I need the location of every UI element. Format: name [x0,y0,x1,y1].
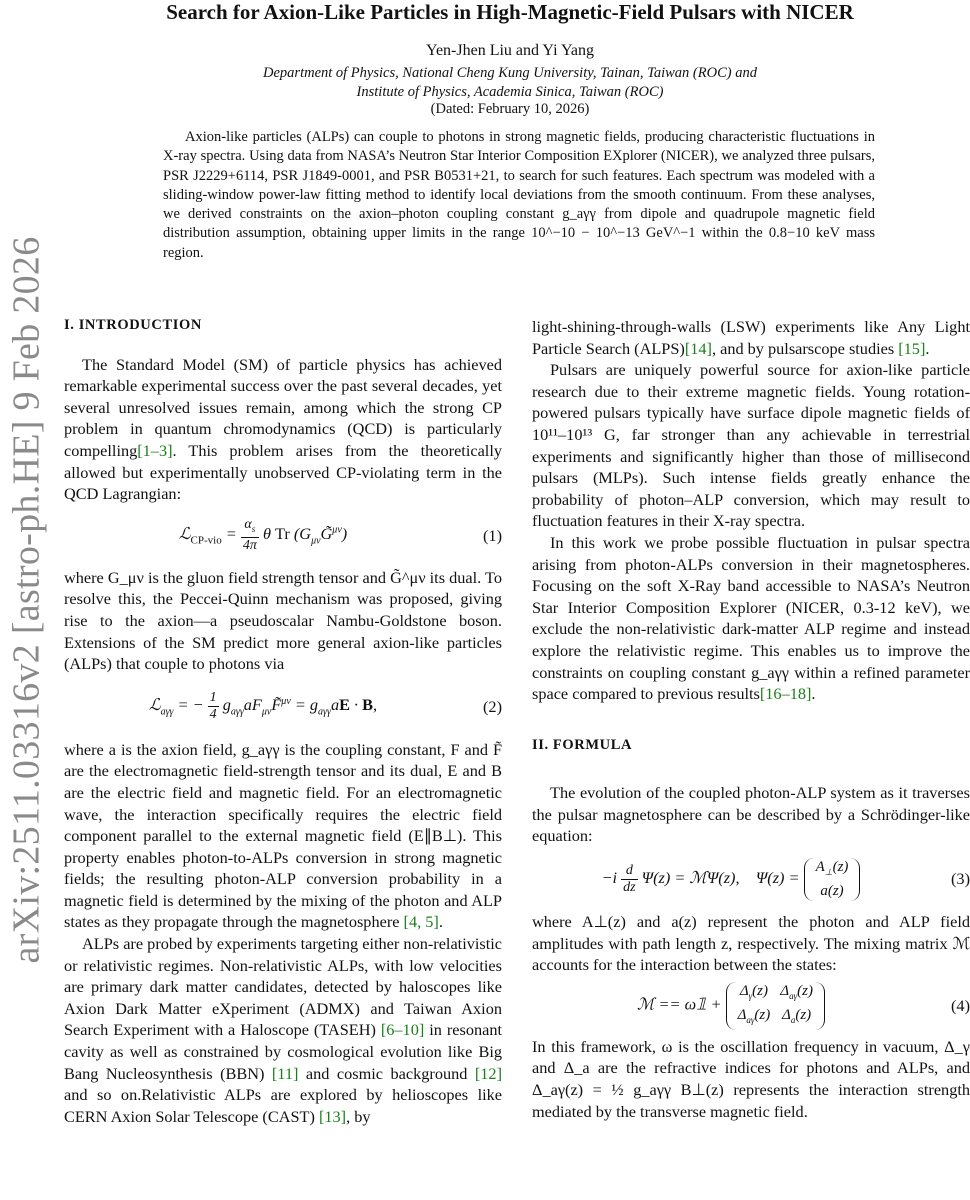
left-column [64,315,502,1127]
eq1-subscript: CP-vio [190,534,222,547]
citation-link[interactable]: [4, 5] [403,912,439,932]
affiliation-1: Department of Physics, National Cheng Kung University, Tainan, Taiwan (ROC) and [263,65,757,81]
citation-link[interactable]: [6–10] [380,1020,425,1040]
citation-link[interactable]: [12] [474,1063,502,1083]
authors: Yen-Jhen Liu and Yi Yang [425,42,594,59]
intro-p4-d: and so on.Relativistic ALPs are explored by helioscopes like CERN Axion Solar Telescope (CAST) [64,1085,502,1126]
equation-4-number: (4) [951,996,970,1016]
citation-link[interactable]: [16–18] [759,684,812,704]
formula-paragraph-3: In this framework, ω is the oscillation frequency in vacuum, Δ_γ and Δ_a are the refractive indices for photons and ALPs, and Δ_aγ(z) = ½ g_aγγ B⊥(z) represents the interaction strength mediated by the transverse magnetic field. [532,1036,970,1121]
section-heading-formula: II. FORMULA [532,736,633,753]
citation-link[interactable]: [11] [271,1063,299,1083]
equation-3-body: −i $\frac{d}{dz}$ Ψ(z) = ℳΨ(z), Ψ(z) = $A_\perp(z)$ a(z) [532,858,930,901]
affiliation-2: Institute of Physics, Academia Sinica, Taiwan (ROC) [356,84,664,100]
equation-3-number: (3) [951,869,970,889]
citation-link[interactable]: [15] [898,338,926,358]
right-paragraph-1: light-shining-through-walls (LSW) experiments like Any Light Particle Search (ALPS)[14], and by pulsarscope studies [15]. [532,317,970,358]
equation-2-body: ℒ$_{a\gamma\gamma}$ = − $\frac{1}{4}$ $g_{a\gamma\gamma}aF_{\mu\nu}F̃^{\mu\nu} = g_{a\gamma\gamma}aE \cdot B$, [148,690,378,723]
right-paragraph-3: In this work we probe possible fluctuation in pulsar spectra arising from photon-ALPs conversion in their magnetospheres. Focusing on the soft X-Ray band accessible to NASA’s Neutron Star Interior Composition Explorer (NICER, 0.3-12 keV), we exclude the non-relativistic dark-matter ALP regime and instead explore the relativistic regime. This enables us to improve the constraints on coupling constant g_aγγ within a refined parameter space compared to previous results[16–18]. [532,532,970,704]
equation-1-number: (1) [483,525,502,545]
section-heading-introduction: I. INTRODUCTION [64,317,202,333]
eq1-lhs: ℒ [178,524,191,544]
paper-title: Search for Axion-Like Particles in High-Magnetic-Field Pulsars with NICER [166,0,854,24]
intro-p4-text: ALPs are probed by experiments targeting either non-relativistic or relativistic regimes. Non-relativistic ALPs, with low velocities are primary dark matter candidates, detected by haloscopes like Axion Dark Matter eXperiment (ADMX) and Taiwan Axion Search Experiment with a Haloscope (TASEH) [64,934,502,1040]
arxiv-identifier-text: arXiv:2511.03316v2 [astro-ph.HE] 9 Feb 2026 [6,236,48,964]
equation-1 [64,505,502,567]
equation-4-body: ℳ == ω𝟙 + $\Delta_\gamma(z)$ $\Delta_{a\gamma}(z)$ $\Delta_{a\gamma}(z)$ $\Delta_a(z)$ [532,982,930,1030]
affiliations [60,64,960,102]
intro-p4-b: in resonant cavity as well as constrained by cosmological evolution like Big Bang Nucleosynthesis (BBN) [64,1020,502,1083]
right-paragraph-2: Pulsars are uniquely powerful source for axion-like particle research due to their extreme magnetic fields. Young rotation-powered pulsars typically have surface dipole magnetic fields of 10¹¹–10¹³ G, far stronger than any achievable in terrestrial experiments and significantly higher than those of millisecond pulsars (MLPs). Such intense fields greatly enhance the probability of photon–ALP conversion, which may result to fluctuation features in their X-ray spectra. [532,360,970,531]
equation-4 [532,976,970,1036]
citation-link[interactable]: [14] [684,338,712,358]
intro-paragraph-2: where G_μν is the gluon field strength tensor and G̃^μν its dual. To resolve this, the Peccei-Quinn mechanism was proposed, giving rise to the axion—a pseudoscalar Nambu-Goldstone boson. Extensions of the SM predict more general axion-like particles (ALPs) that couple to photons via [64,567,502,674]
right-p1-text: light-shining-through-walls (LSW) experiments like Any Light Particle Search (ALPS) [532,317,970,358]
equation-2-number: (2) [483,696,502,716]
intro-p3-text: where a is the axion field, g_aγγ is the coupling constant, F and F̃ are the electromagnetic field-strength tensor and its dual, E and B are the electric field and magnetic field. For an electromagnetic wave, the interaction specifically requires the electric field component parallel to the external magnetic field (E∥B⊥). This property enables photon-to-ALPs conversion in strong magnetic fields; the resulting photon-ALP conversion probability in a magnetic field is determined by the mixing of the photon and ALP states as they propagate through the magnetosphere [64,739,502,932]
arxiv-identifier [2,236,52,964]
intro-paragraph-1 [64,354,502,505]
citation-link[interactable]: [1–3] [137,440,173,460]
abstract: Axion-like particles (ALPs) can couple to photons in strong magnetic fields, producing characteristic fluctuations in X-ray spectra. Using data from NASA’s Neutron Star Interior Composition EXplorer (NICER), we analyzed three pulsars, PSR J2229+6114, PSR J1849-0001, and PSR B0531+21, to search for such features. Each spectrum was modeled with a sliding-window power-law fitting method to identify local deviations from the smooth continuum. From these analyses, we derived constraints on the axion–photon coupling constant g_aγγ from dipole and quadrupole magnetic field distribution assumption, obtaining upper limits in the range 10^−10 − 10^−13 GeV^−1 within the 0.8−10 keV mass region. [163,129,875,261]
formula-paragraph-2: where A⊥(z) and a(z) represent the photon and ALP field amplitudes with path length z, respectively. The mixing matrix ℳ accounts for the interaction between the states: [532,912,970,975]
intro-p1-text: The Standard Model (SM) of particle physics has achieved remarkable experimental success over the past several decades, yet several unresolved issues remain, among which the strong CP problem in quantum chromodynamics (QCD) is particularly compelling [64,354,502,460]
right-p3-text: In this work we probe possible fluctuation in pulsar spectra arising from photon-ALPs conversion in their magnetospheres. Focusing on the soft X-Ray band accessible to NASA’s Neutron Star Interior Composition Explorer (NICER, 0.3-12 keV), we exclude the non-relativistic dark-matter ALP regime and instead explore the relativistic regime. This enables us to improve the constraints on coupling constant g_aγγ within a refined parameter space compared to previous results [532,532,970,704]
citation-link[interactable]: [13] [318,1106,347,1126]
right-column [532,316,970,1122]
date-line: (Dated: February 10, 2026) [430,101,590,117]
intro-paragraph-4 [64,933,502,1127]
intro-p1-rest: . This problem arises from the theoretically allowed but experimentally unobserved CP-violating term in the QCD Lagrangian: [64,440,502,504]
equation-3 [532,847,970,911]
formula-paragraph-1: The evolution of the coupled photon-ALP system as it traverses the pulsar magnetosphere can be described by a Schrödinger-like equation: [532,783,970,846]
right-p1-b: , and by pulsarscope studies [711,338,899,358]
equation-2 [64,675,502,739]
intro-p4-c: and cosmic background [298,1063,475,1083]
equation-1-body: ℒ$_{CP-vio}$ = $\frac{\alpha_s}{4\pi}$ θ Tr $(G_{\mu\nu}G̃^{\mu\nu})$ [178,517,348,554]
intro-paragraph-3: where a is the axion field, g_aγγ is the coupling constant, F and F̃ are the electromagnetic field-strength tensor and its dual, E and B are the electric field and magnetic field. For an electromagnetic wave, the interaction specifically requires the electric field component parallel to the external magnetic field (E∥B⊥). This property enables photon-to-ALPs conversion in strong magnetic fields; the resulting photon-ALP conversion probability in a magnetic field is determined by the mixing of the photon and ALP states as they propagate through the magnetosphere [4, 5]. [64,739,502,932]
eq1-fraction: $\frac{\alpha_s}{4\pi}$ [242,517,257,554]
intro-p4-e: , by [346,1106,371,1126]
